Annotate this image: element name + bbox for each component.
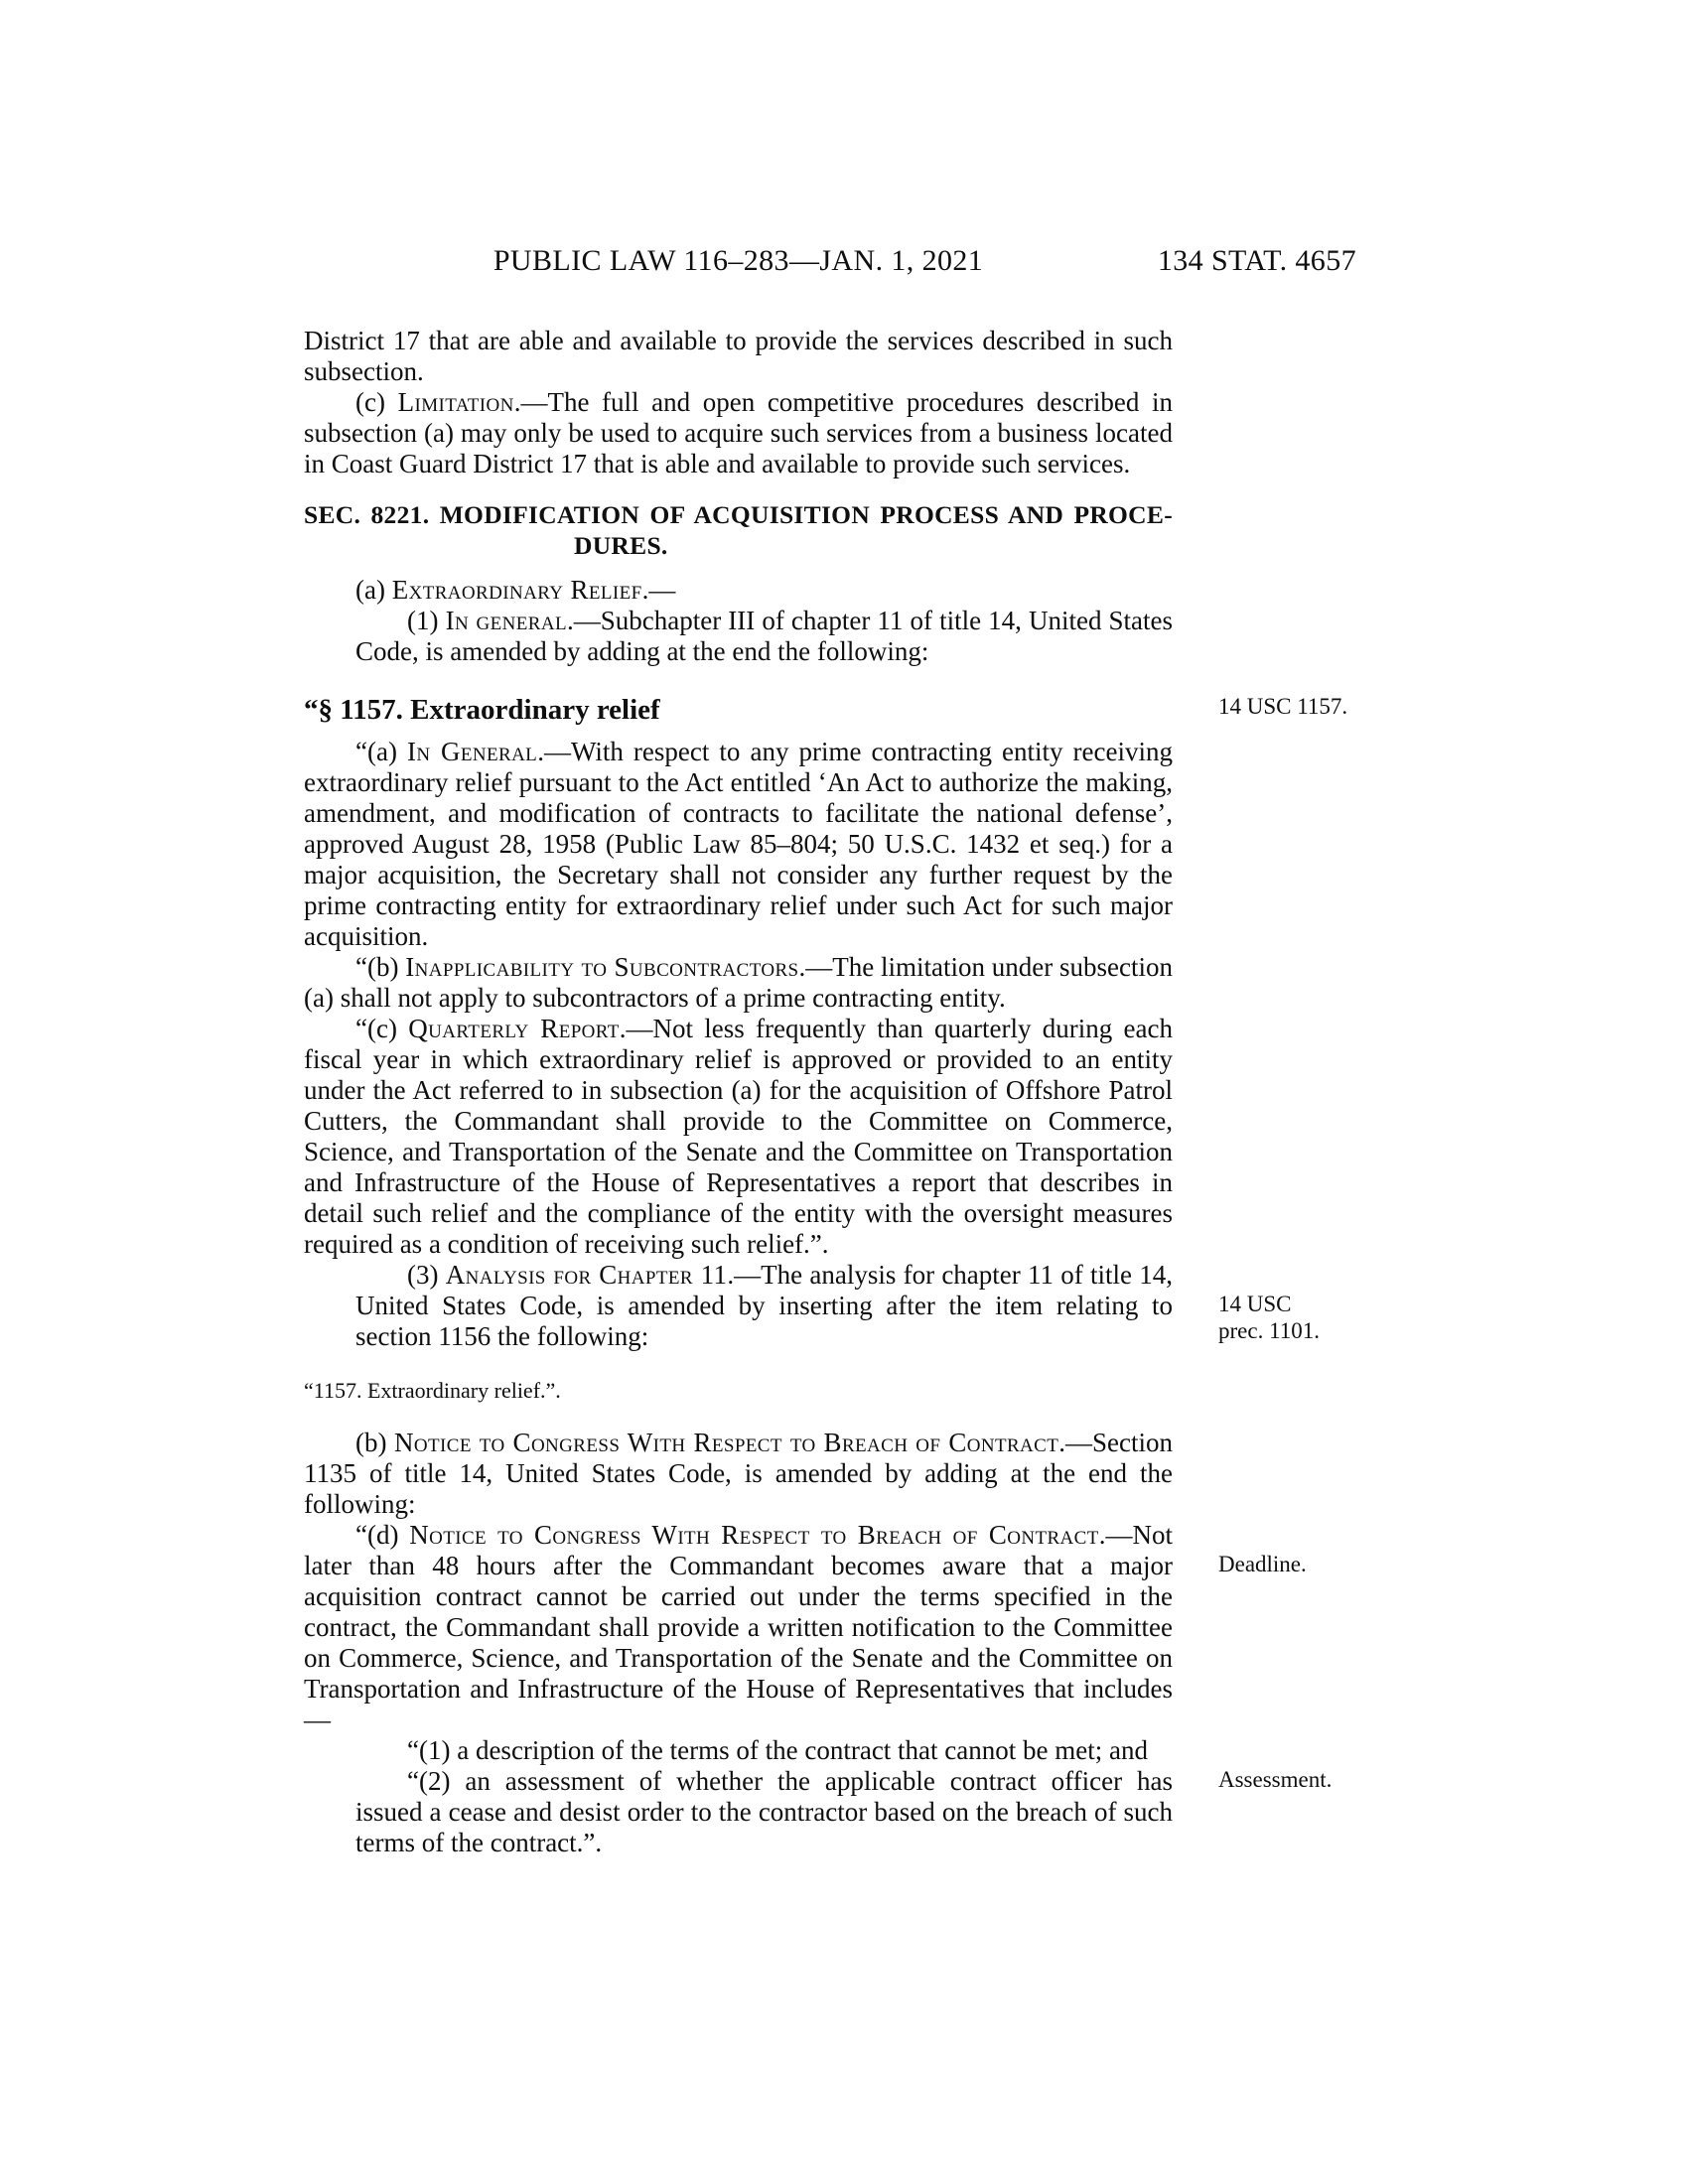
para-3-analysis-for-chapter-11 [355, 1260, 1320, 1352]
para-quoted-2-assessment-segment-1: “(2) an assessment of whether the applicable contract officer has issued a cease and desist order to the contractor based on the breach of such terms of the contract.”. [355, 1766, 1173, 1857]
para-quoted-1-description [355, 1735, 1173, 1766]
para-b-notice-to-congress-segment-1: (b) [355, 1428, 395, 1457]
para-district-17-continuation-segment-1: District 17 that are able and available to provide the services described in such subsection. [304, 326, 1173, 386]
para-district-17-continuation [304, 326, 1173, 387]
para-c-limitation-segment-2: Limitation [397, 387, 514, 417]
para-quoted-b-inapplicability-segment-2: Inapplicability to Subcontractors [405, 952, 799, 982]
para-c-limitation [304, 387, 1173, 479]
para-a-extraordinary-relief [304, 575, 1173, 606]
para-3-analysis-for-chapter-11-segment-2: Analysis for Chapter 11 [445, 1260, 728, 1290]
para-1-in-general [355, 606, 1173, 667]
para-quoted-b-inapplicability-segment-1: “(b) [355, 952, 406, 982]
para-quoted-d-notice-to-congress [304, 1520, 1307, 1735]
para-1-in-general-segment-1: (1) [407, 606, 446, 635]
para-quoted-c-quarterly-report [304, 1014, 1173, 1260]
page-header-law-title: PUBLIC LAW 116–283—JAN. 1, 2021 [492, 244, 984, 277]
para-c-limitation-segment-3: .—The full and open competitive procedures described in subsection (a) may only be used to acquire such services from a business located in Coast Guard District 17 that is able and available to provide such services. [304, 387, 1173, 478]
para-quoted-c-quarterly-report-segment-3: .—Not less frequently than quarterly during each fiscal year in which extraordinary relief is approved or provided to an entity under the Act referred to in subsection (a) for the acquisition of Offshore Patrol Cutters, the Commandant shall provide to the Committee on Commerce, Science, and Transportation of the Senate and the Committee on Transportation and Infrastructure of the House of Representatives a report that describes in detail such relief and the compliance of the entity with the oversight measures required as a condition of receiving such relief.”. [304, 1014, 1173, 1259]
para-a-extraordinary-relief-segment-1: (a) [355, 575, 392, 605]
para-a-extraordinary-relief-segment-2: Extraordinary Relief [391, 575, 642, 605]
para-quoted-1-description-segment-1: “(1) a description of the terms of the contract that cannot be met; and [407, 1735, 1148, 1765]
para-quoted-b-inapplicability [304, 952, 1173, 1014]
para-quoted-a-in-general-segment-2: In General [407, 737, 538, 766]
analysis-entry-line [304, 1378, 1173, 1404]
para-quoted-d-notice-to-congress-segment-3: .—Not later than 48 hours after the Commandant becomes aware that a major acquisition contract cannot be carried out under the terms specified in the contract, the Commandant shall provide a written notification to the Committee on Commerce, Science, and Transportation of the Senate and the Committee on Transportation and Infrastructure of the House of Representatives that includes— [304, 1520, 1174, 1734]
sec-8221-heading [304, 499, 1173, 561]
para-b-notice-to-congress [304, 1428, 1173, 1520]
para-quoted-d-notice-to-congress-segment-1: “(d) [355, 1520, 410, 1550]
para-quoted-d-notice-to-congress-margin-note: Deadline. [1218, 1552, 1307, 1576]
para-a-extraordinary-relief-segment-3: .— [641, 575, 676, 605]
sec-8221-heading-line-2: DURES. [574, 531, 668, 560]
para-3-analysis-for-chapter-11-margin-note: 14 USC prec. 1101. [1218, 1292, 1320, 1343]
para-b-notice-to-congress-segment-2: Notice to Congress With Respect to Breach of Contract [394, 1428, 1059, 1457]
para-1-in-general-segment-3: .—Subchapter III of chapter 11 of title 14, United States Code, is amended by adding at the end the following: [355, 606, 1174, 666]
para-quoted-2-assessment [355, 1766, 1333, 1858]
para-1-in-general-segment-2: In general [445, 606, 568, 635]
page-header-stat-number: 134 STAT. 4657 [1157, 244, 1356, 277]
para-quoted-b-inapplicability-segment-3: .—The limitation under subsection (a) shall not apply to subcontractors of a prime contracting entity. [304, 952, 1174, 1013]
para-quoted-c-quarterly-report-segment-2: Quarterly Report [408, 1014, 620, 1043]
usc-1157-section-heading [304, 693, 1348, 727]
para-quoted-2-assessment-margin-note: Assessment. [1218, 1767, 1333, 1792]
para-b-notice-to-congress-segment-3: .—Section 1135 of title 14, United States Code, is amended by adding at the end the following: [304, 1428, 1174, 1519]
para-quoted-a-in-general-segment-3: .—With respect to any prime contracting entity receiving extraordinary relief pursuant to the Act entitled ‘An Act to authorize the making, amendment, and modification of contracts to facilitate the national defense’, approved August 28, 1958 (Public Law 85–804; 50 U.S.C. 1432 et seq.) for a major acquisition, the Secretary shall not consider any further request by the prime contracting entity for extraordinary relief under such Act for such major acquisition. [304, 737, 1173, 951]
para-quoted-c-quarterly-report-segment-1: “(c) [355, 1014, 409, 1043]
usc-1157-section-heading-segment-1: “§ 1157. Extraordinary relief [304, 694, 660, 726]
para-quoted-a-in-general-segment-1: “(a) [355, 737, 407, 766]
usc-1157-section-heading-margin-note: 14 USC 1157. [1218, 694, 1348, 719]
para-3-analysis-for-chapter-11-segment-3: .—The analysis for chapter 11 of title 14, United States Code, is amended by inserting after the item relating to section 1156 the following: [355, 1260, 1173, 1351]
para-quoted-a-in-general [304, 737, 1173, 952]
para-3-analysis-for-chapter-11-segment-1: (3) [407, 1260, 446, 1290]
sec-8221-heading-line-1: SEC. 8221. MODIFICATION OF ACQUISITION PROCESS AND PROCE- [304, 500, 1173, 529]
content [304, 326, 1348, 1858]
para-quoted-d-notice-to-congress-segment-2: Notice to Congress With Respect to Breach of Contract [409, 1520, 1099, 1550]
analysis-entry-line-segment-1: “1157. Extraordinary relief.”. [304, 1378, 561, 1403]
para-c-limitation-segment-1: (c) [355, 387, 398, 417]
